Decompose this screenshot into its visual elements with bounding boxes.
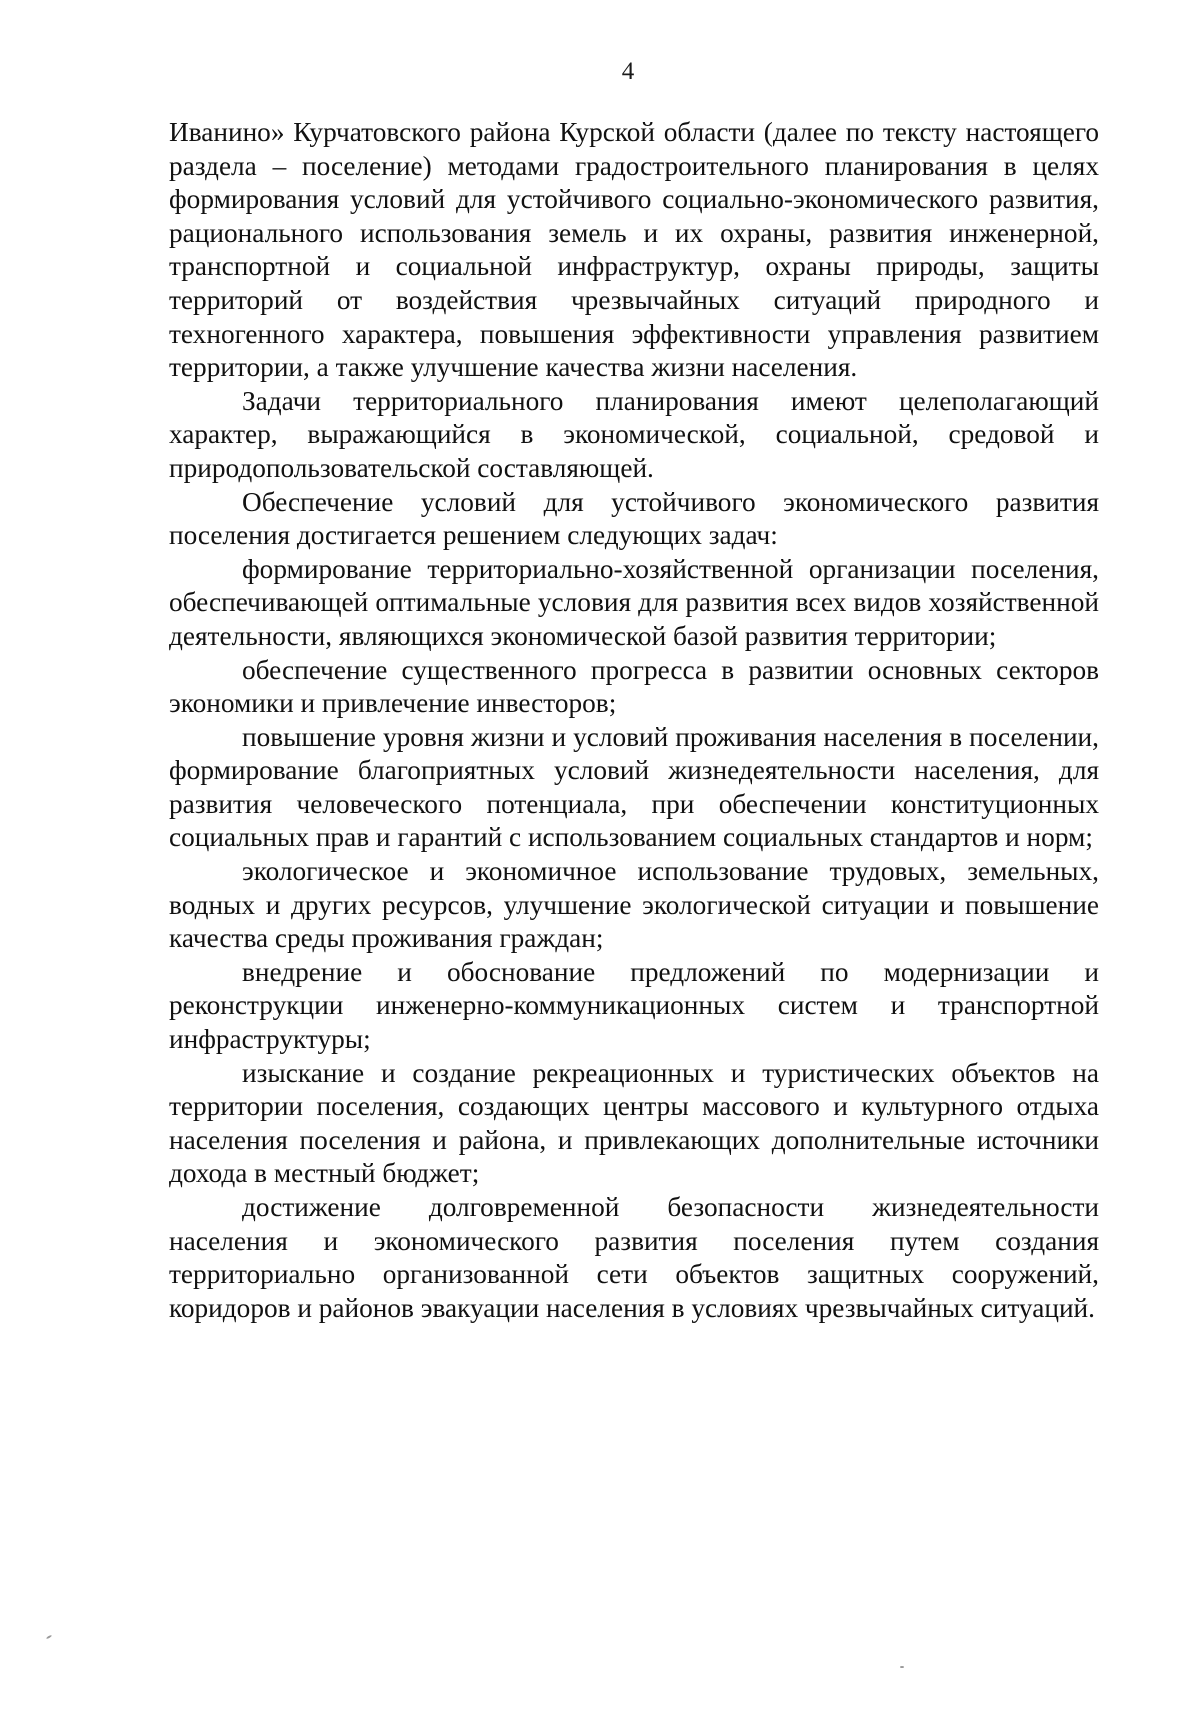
page-number: 4 xyxy=(621,58,635,85)
paragraph-purpose-continuation: Иванино» Курчатовского района Курской области (далее по тексту настоящего раздела – поселение) методами градостроительного планирования в целях формирования условий для устойчивого социально-экономического развития, рационального использования земель и их охраны, развития инженерной, транспортной и социальной инфраструктур, охраны природы, защиты территорий от воздействия чрезвычайных ситуаций природного и техногенного характера, повышения эффективности управления развитием территории, а также улучшение качества жизни населения. xyxy=(169,117,1099,383)
scan-speck xyxy=(46,1635,52,1640)
paragraph-economic-development: Обеспечение условий для устойчивого экономического развития поселения достигается решением следующих задач: xyxy=(169,486,1099,551)
task-item: экологическое и экономичное использование трудовых, земельных, водных и других ресурсов, улучшение экологической ситуации и повышение качества среды проживания граждан; xyxy=(169,856,1099,954)
task-item: обеспечение существенного прогресса в развитии основных секторов экономики и привлечение инвесторов; xyxy=(169,654,1099,719)
task-item: формирование территориально-хозяйственной организации поселения, обеспечивающей оптимальные условия для развития всех видов хозяйственной деятельности, являющихся экономической базой развития территории; xyxy=(169,553,1099,651)
task-item: повышение уровня жизни и условий проживания населения в поселении, формирование благоприятных условий жизнедеятельности населения, для развития человеческого потенциала, при обеспечении конституционных социальных прав и гарантий с использованием социальных стандартов и норм; xyxy=(169,721,1099,853)
task-item: внедрение и обоснование предложений по модернизации и реконструкции инженерно-коммуникационных систем и транспортной инфраструктуры; xyxy=(169,956,1099,1055)
document-body xyxy=(169,116,1099,1325)
task-item: достижение долговременной безопасности жизнедеятельности населения и экономического развития поселения путем создания территориально организованной сети объектов защитных сооружений, коридоров и районов эвакуации населения в условиях чрезвычайных ситуаций. xyxy=(169,1192,1099,1323)
paragraph-planning-tasks: Задачи территориального планирования имеют целеполагающий характер, выражающийся в экономической, социальной, средовой и природопользовательской составляющей. xyxy=(169,385,1099,483)
task-item: изыскание и создание рекреационных и туристических объектов на территории поселения, создающих центры массового и культурного отдыха населения поселения и района, и привлекающих дополнительные источники дохода в местный бюджет; xyxy=(169,1057,1099,1189)
scan-speck xyxy=(900,1666,904,1668)
